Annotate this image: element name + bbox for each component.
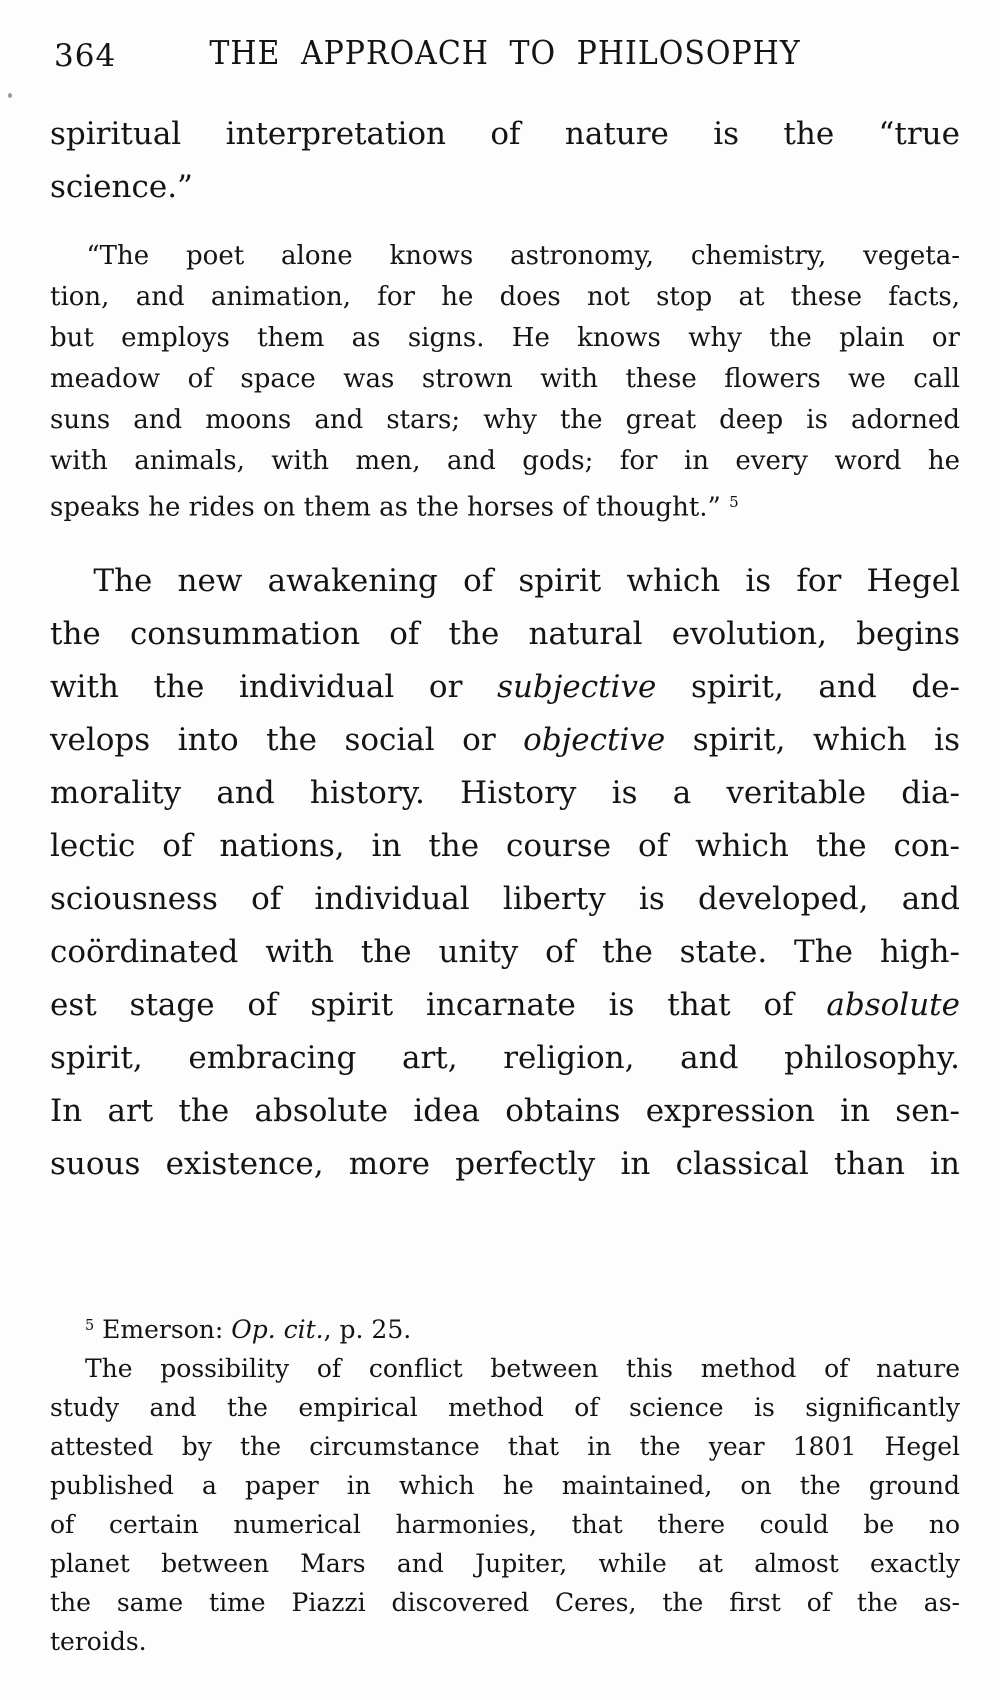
text-segment: Emerson: xyxy=(94,1315,232,1345)
opening-paragraph xyxy=(50,108,960,214)
text-line xyxy=(50,1622,960,1661)
running-title: THE APPROACH TO PHILOSOPHY xyxy=(209,34,801,73)
text-line xyxy=(50,318,960,359)
text-line xyxy=(50,1138,960,1191)
text-line xyxy=(50,236,960,277)
text-line xyxy=(50,1085,960,1138)
text-line xyxy=(50,359,960,400)
text-segment: suous existence, more perfectly in classical than in xyxy=(50,1146,960,1183)
text-segment: The possibility of conflict between this method of nature xyxy=(85,1354,960,1384)
text-segment: spiritual interpretation of nature is the “true xyxy=(50,116,960,152)
text-line xyxy=(50,108,960,161)
text-line xyxy=(50,1583,960,1622)
text-segment: of certain numerical harmonies, that there could be no xyxy=(50,1510,960,1540)
footnote-citation xyxy=(50,1307,960,1349)
text-segment: subjective xyxy=(497,669,657,706)
text-line xyxy=(50,441,960,482)
text-segment: spirit, which is xyxy=(665,722,960,759)
text-segment: the same time Piazzi discovered Ceres, the first of the as- xyxy=(50,1588,960,1618)
page-number: 364 xyxy=(54,38,117,74)
text-segment: spirit, and de- xyxy=(656,669,961,706)
footnote-marker: 5 xyxy=(729,493,739,511)
text-segment: est stage of spirit incarnate is that of xyxy=(50,987,827,1024)
text-line xyxy=(50,1466,960,1505)
text-line xyxy=(50,1505,960,1544)
text-line xyxy=(50,161,960,214)
text-line xyxy=(50,820,960,873)
text-segment: attested by the circumstance that in the year 1801 Hegel xyxy=(50,1432,960,1462)
text-line xyxy=(50,1427,960,1466)
footnotes-section xyxy=(50,1307,960,1661)
text-line xyxy=(50,1388,960,1427)
text-segment: planet between Mars and Jupiter, while at almost exactly xyxy=(50,1549,960,1579)
text-line xyxy=(50,400,960,441)
text-segment: speaks he rides on them as the horses of thought.” xyxy=(50,492,730,523)
text-line xyxy=(50,1544,960,1583)
main-paragraph xyxy=(50,555,960,1191)
text-line xyxy=(50,661,960,714)
footnote-text xyxy=(50,1349,960,1661)
text-line xyxy=(50,926,960,979)
text-segment: absolute xyxy=(826,987,960,1024)
text-segment: Op. cit. xyxy=(231,1315,324,1345)
text-segment: teroids. xyxy=(50,1627,147,1657)
text-segment: In art the absolute idea obtains expression in sen- xyxy=(50,1093,960,1130)
text-segment: meadow of space was strown with these flowers we call xyxy=(50,364,960,394)
text-segment: The new awakening of spirit which is for Hegel xyxy=(93,563,960,600)
page-header xyxy=(50,36,960,82)
text-segment: objective xyxy=(523,722,666,759)
text-segment: tion, and animation, for he does not stop at these facts, xyxy=(50,282,960,312)
scan-speck xyxy=(8,93,12,98)
text-line xyxy=(50,873,960,926)
text-segment: with the individual or xyxy=(50,669,498,706)
text-segment: spirit, embracing art, religion, and philosophy. xyxy=(50,1040,960,1077)
text-segment: coördinated with the unity of the state. The high- xyxy=(50,934,960,971)
text-line xyxy=(50,277,960,318)
text-segment: morality and history. History is a veritable dia- xyxy=(50,775,960,812)
text-line xyxy=(50,608,960,661)
text-segment: study and the empirical method of science is significantly xyxy=(50,1393,960,1423)
text-segment: science.” xyxy=(50,169,193,205)
text-segment: sciousness of individual liberty is developed, and xyxy=(50,881,960,918)
text-segment: but employs them as signs. He knows why the plain or xyxy=(50,323,960,353)
text-line xyxy=(50,555,960,608)
text-line xyxy=(50,767,960,820)
text-segment: “The poet alone knows astronomy, chemistry, vegeta- xyxy=(86,241,960,271)
text-line xyxy=(50,979,960,1032)
text-line xyxy=(50,1032,960,1085)
text-segment: lectic of nations, in the course of which the con- xyxy=(50,828,960,865)
quote-paragraph xyxy=(50,236,960,528)
text-segment: velops into the social or xyxy=(50,722,524,759)
text-segment: suns and moons and stars; why the great deep is adorned xyxy=(50,405,960,435)
text-line xyxy=(50,1349,960,1388)
footnote-marker: 5 xyxy=(85,1318,95,1335)
text-line xyxy=(50,482,960,528)
text-segment: , p. 25. xyxy=(323,1315,412,1345)
text-line xyxy=(50,1307,960,1349)
text-segment: published a paper in which he maintained, on the ground xyxy=(50,1471,960,1501)
text-line xyxy=(50,714,960,767)
text-segment: with animals, with men, and gods; for in every word he xyxy=(50,446,960,476)
text-segment: the consummation of the natural evolution, begins xyxy=(50,616,960,653)
